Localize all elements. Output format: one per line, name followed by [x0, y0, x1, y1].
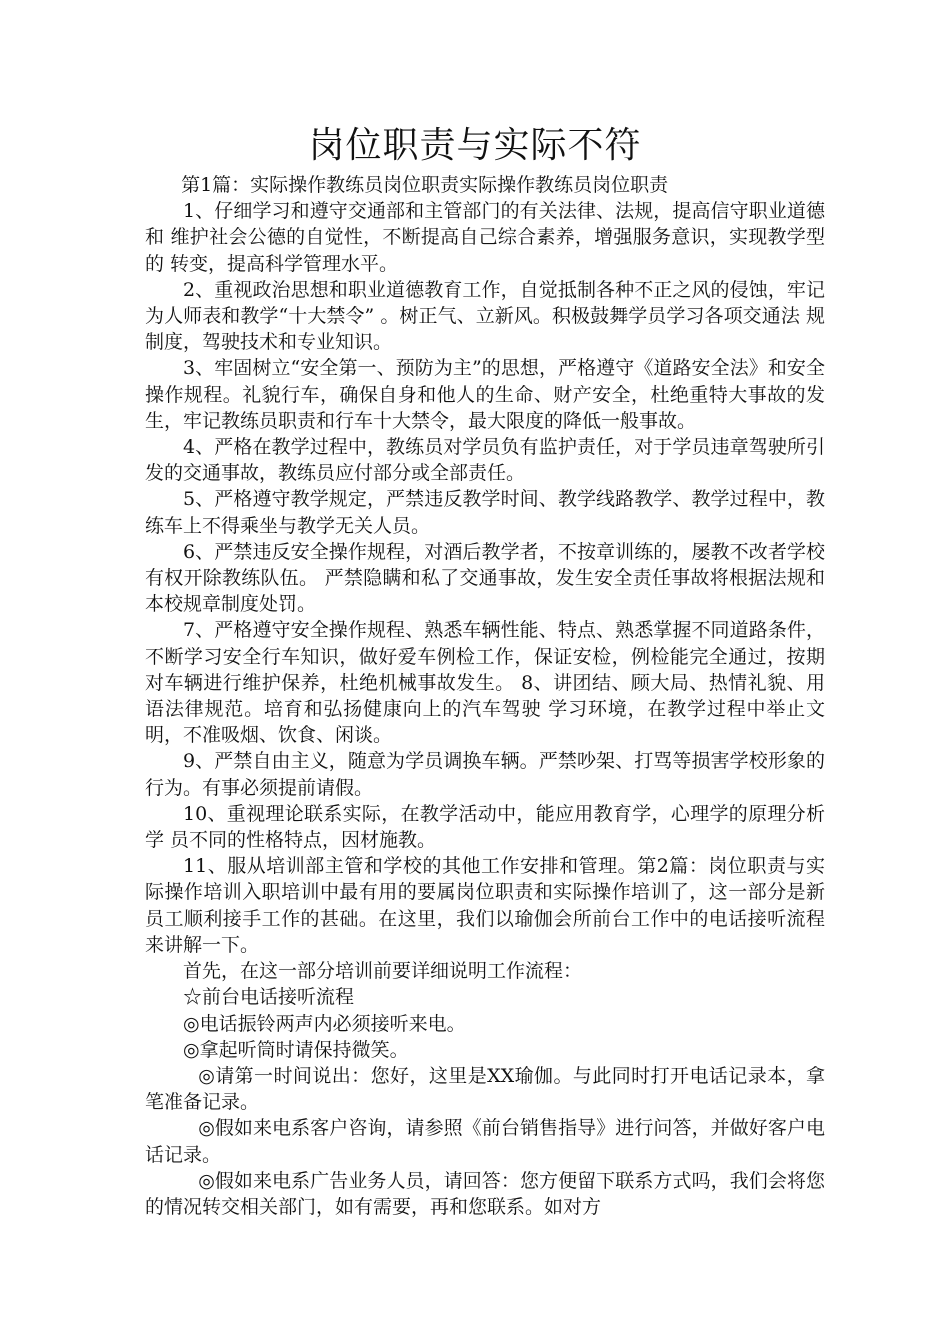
paragraph: 1、仔细学习和遵守交通部和主管部门的有关法律、法规，提高信守职业道德和 维护社会公德的自觉性，不断提高自己综合素养，增强服务意识，实现教学型的 转变，提高科学管理水平。 — [145, 200, 825, 275]
paragraph: 4、严格在教学过程中，教练员对学员负有监护责任，对于学员违章驾驶所引 发的交通事故，教练员应付部分或全部责任。 — [145, 436, 825, 485]
paragraph: ◎拿起听筒时请保持微笑。 — [183, 1038, 409, 1061]
document-title: 岗位职责与实际不符 — [308, 125, 642, 166]
paragraph: ◎请第一时间说出：您好，这里是XX瑜伽。与此同时打开电话记录本，拿笔准备记录。 — [145, 1064, 825, 1114]
paragraph: 2、重视政治思想和职业道德教育工作，自觉抵制各种不正之风的侵蚀，牢记 为人师表和教学“十大禁令” 。树正气、立新风。积极鼓舞学员学习各项交通法 规制度，驾驶技术和专业知识。 — [145, 278, 825, 354]
document-body — [145, 172, 825, 1220]
paragraph: 9、严禁自由主义，随意为学员调换车辆。严禁吵架、打骂等损害学校形象的 行为。有事必须提前请假。 — [145, 750, 825, 799]
paragraph: 首先，在这一部分培训前要详细说明工作流程： — [183, 960, 583, 983]
paragraph: 10、重视理论联系实际，在教学活动中，能应用教育学，心理学的原理分析学 员不同的性格特点，因材施教。 — [145, 802, 825, 852]
paragraph: ◎假如来电系客户咨询，请参照《前台销售指导》进行问答，并做好客户电话记录。 — [145, 1117, 825, 1166]
paragraph: ◎假如来电系广告业务人员，请回答：您方便留下联系方式吗，我们会将您的情况转交相关部门，如有需要，再和您联系。如对方 — [145, 1169, 825, 1218]
paragraph: 5、严格遵守教学规定，严禁违反教学时间、教学线路教学、教学过程中，教 练车上不得乘坐与教学无关人员。 — [145, 488, 825, 537]
paragraph: ☆前台电话接听流程 — [183, 986, 355, 1009]
paragraph: 6、严禁违反安全操作规程，对酒后教学者，不按章训练的，屡教不改者学校 有权开除教练队伍。 严禁隐瞒和私了交通事故，发生安全责任事故将根据法规和 本校规章制度处罚。 — [145, 540, 825, 616]
paragraph: 7、严格遵守安全操作规程、熟悉车辆性能、特点、熟悉掌握不同道路条件， 不断学习安全行车知识，做好爱车例检工作，保证安检，例检能完全通过，按期 对车辆进行维护保养，杜绝机械事故发生。 8、讲团结、顾大局、热情礼貌、用语法律规范。培育和弘扬健康向上的汽车驾驶 学习环境，在教学过程中举止文明，不准吸烟、饮食、闲谈。 — [145, 619, 825, 747]
paragraph: ◎电话振铃两声内必须接听来电。 — [183, 1012, 466, 1035]
chapter-heading: 第1篇：实际操作教练员岗位职责实际操作教练员岗位职责 — [181, 174, 669, 196]
paragraph: 11、服从培训部主管和学校的其他工作安排和管理。第2篇：岗位职责与实际操作培训入职培训中最有用的要属岗位职责和实际操作培训了，这一部分是新员工顺利接手工作的甚础。在这里，我们以瑜伽会所前台工作中的电话接听流程来讲解一下。 — [145, 855, 825, 956]
paragraph: 3、牢固树立“安全第一、预防为主”的思想，严格遵守《道路安全法》和安全 操作规程。礼貌行车，确保自身和他人的生命、财产安全，杜绝重特大事故的发 生，牢记教练员职责和行车十大禁令，最大限度的降低一般事故。 — [145, 357, 825, 432]
